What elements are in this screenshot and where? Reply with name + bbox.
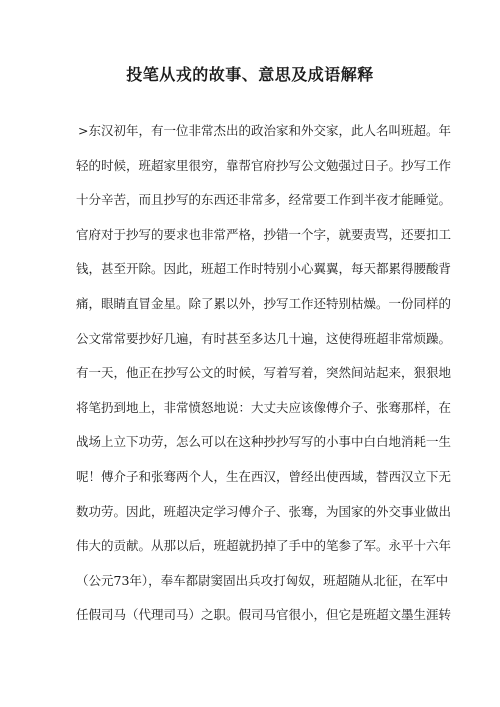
text-line: 战场上立下功劳，怎么可以在这种抄抄写写的小事中白白地消耗一生 [76, 434, 452, 450]
text-line: 任假司马（代理司马）之职。假司马官很小，但它是班超文墨生涯转 [76, 607, 452, 623]
document-body [76, 118, 452, 637]
text-line: 数功劳。因此，班超决定学习傅介子、张骞，为国家的外交事业做出 [76, 503, 452, 519]
text-line: 公文常常要抄好几遍，有时甚至多达几十遍，这使得班超非常烦躁。 [76, 330, 452, 346]
text-line: 十分辛苦，而且抄写的东西还非常多，经常要工作到半夜才能睡觉。 [76, 192, 452, 208]
text-line: 伟大的贡献。从那以后，班超就扔掉了手中的笔参了军。永平十六年 [76, 538, 452, 554]
document-title: 投笔从戎的故事、意思及成语解释 [126, 65, 374, 84]
text-line: 官府对于抄写的要求也非常严格，抄错一个字，就要责骂，还要扣工 [76, 226, 452, 242]
text-line: 钱，甚至开除。因此，班超工作时特别小心翼翼，每天都累得腰酸背 [76, 261, 452, 277]
text-line: 痛，眼睛直冒金星。除了累以外，抄写工作还特别枯燥。一份同样的 [76, 295, 452, 311]
text-line: >东汉初年，有一位非常杰出的政治家和外交家，此人名叫班超。年 [78, 123, 451, 138]
text-line: 轻的时候，班超家里很穷，靠帮官府抄写公文勉强过日子。抄写工作 [76, 157, 452, 173]
text-line: 将笔扔到地上，非常愤怒地说：大丈夫应该像傅介子、张骞那样，在 [76, 399, 452, 415]
text-line: （公元73年），奉车都尉窦固出兵攻打匈奴，班超随从北征，在军中 [76, 572, 449, 588]
text-line: 呢！傅介子和张骞两个人，生在西汉，曾经出使西域，替西汉立下无 [76, 468, 452, 484]
text-line: 有一天，他正在抄写公文的时候，写着写着，突然间站起来，狠狠地 [76, 365, 452, 381]
